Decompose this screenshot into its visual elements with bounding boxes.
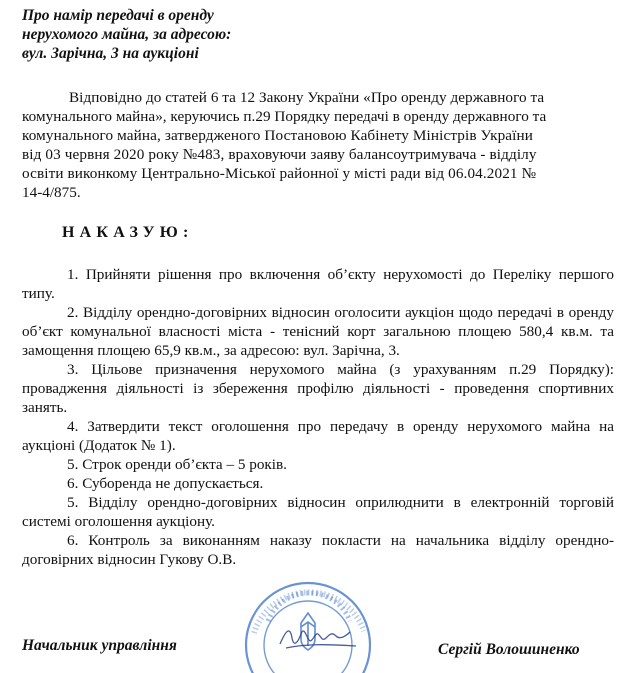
order-item: 1. Прийняти рішення про включення об’єкту нерухомості до Переліку першого типу. [22,266,614,302]
order-items [22,265,614,569]
order-item: 2. Відділу орендно-договірних відносин оголосити аукціон щодо передачі в оренду об’єкт комунальної власності міста - тенісний корт загальною площею 580,4 кв.м. та замощення площею 65,9 кв.м., за адресою: вул. Зарічна, 3. [22,304,614,359]
document-title [22,6,352,63]
title-line-1: Про намір передачі в оренду [22,7,214,24]
order-heading: НАКАЗУЮ: [62,224,194,241]
intro-line-1: Відповідно до статей 6 та 12 Закону України «Про оренду державного та [69,89,545,106]
signatory-position: Начальник управління [22,637,177,654]
signatory-name: Сергій Волошиненко [438,641,580,658]
order-item: 4. Затвердити текст оголошення про передачу в оренду нерухомого майна на аукціоні (Додаток № 1). [22,418,614,454]
order-item: 6. Суборенда не допускається. [67,475,264,492]
intro-line-5: освіти виконкому Центрально-Міської районної у місті ради від 06.04.2021 № [22,165,537,182]
intro-line-3: комунального майна, затвердженого Постановою Кабінету Міністрів України [22,127,533,144]
intro-line-2: комунального майна», керуючись п.29 Порядку передачі в оренду державного та [22,108,547,125]
order-item: 5. Відділу орендно-договірних відносин оприлюднити в електронній торговій системі оголошення аукціону. [22,494,614,530]
order-item: 3. Цільове призначення нерухомого майна (з урахуванням п.29 Порядку): провадження діяльності із збереження профілю діяльності - проведення спортивних занять. [22,361,614,416]
intro-paragraph [22,88,614,202]
title-line-2: нерухомого майна, за адресою: [22,26,232,43]
order-item: 5. Строк оренди об’єкта – 5 років. [67,456,287,473]
order-item: 6. Контроль за виконанням наказу покласти на начальника відділу орендно-договірних відносин Гукову О.В. [22,532,614,568]
title-line-3: вул. Зарічна, 3 на аукціоні [22,45,199,62]
signature-icon [276,618,366,658]
intro-line-4: від 03 червня 2020 року №483, враховуючи заяву балансоутримувача - відділу [22,146,537,163]
intro-line-6: 14-4/875. [22,184,81,201]
